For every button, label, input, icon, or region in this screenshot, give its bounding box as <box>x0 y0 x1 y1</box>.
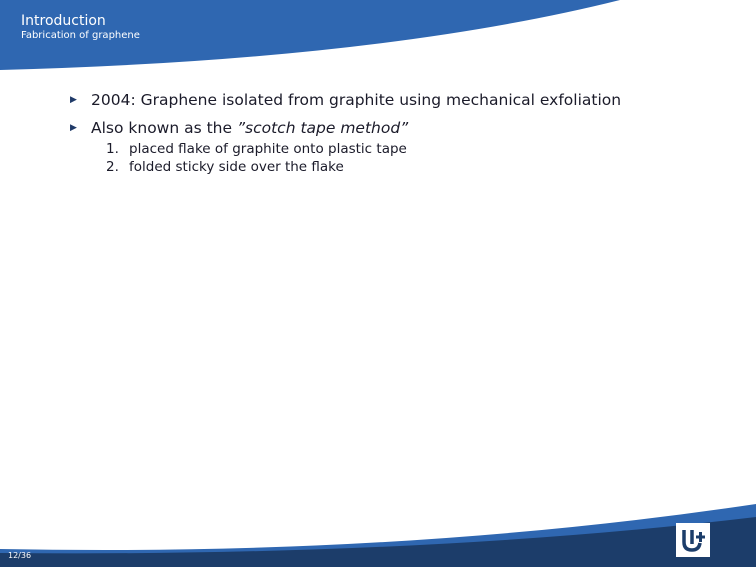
bullet-triangle-icon: ▶ <box>70 95 77 105</box>
list-item <box>106 158 730 176</box>
bullet-emphasis: ”scotch tape method” <box>236 119 409 137</box>
page-number: 12/36 <box>8 551 32 560</box>
university-logo-icon <box>676 523 710 557</box>
footer-banner <box>0 487 756 567</box>
frame-title: Introduction <box>21 13 106 29</box>
list-number: 2. <box>106 159 119 175</box>
bullet-item <box>70 114 730 142</box>
bullet-text: 2004: Graphene isolated from graphite using mechanical exfoliation <box>91 91 622 109</box>
list-text: folded sticky side over the flake <box>129 159 344 175</box>
enumerated-list <box>106 140 730 176</box>
slide-content <box>70 86 730 176</box>
list-number: 1. <box>106 141 119 157</box>
bullet-triangle-icon: ▶ <box>70 123 77 133</box>
frame-subtitle: Fabrication of graphene <box>21 30 140 41</box>
list-text: placed flake of graphite onto plastic tape <box>129 141 407 157</box>
bullet-item <box>70 86 730 114</box>
list-item <box>106 140 730 158</box>
bullet-text-prefix: Also known as the <box>91 119 237 137</box>
